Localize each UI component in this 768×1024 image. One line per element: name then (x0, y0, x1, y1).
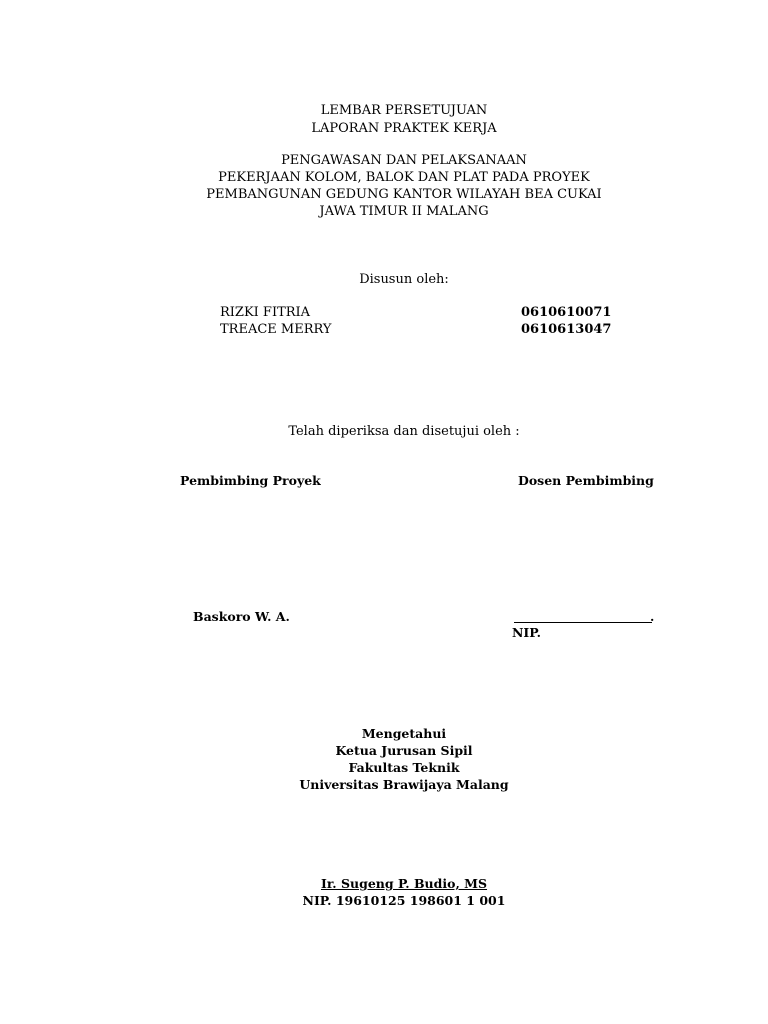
project-title-line-3: PEMBANGUNAN GEDUNG KANTOR WILAYAH BEA CUKAI (206, 187, 602, 202)
report-title: LAPORAN PRAKTEK KERJA (311, 121, 497, 136)
project-title-line-2: PEKERJAAN KOLOM, BALOK DAN PLAT PADA PROYEK (218, 170, 590, 185)
authored-by-label: Disusun oleh: (359, 272, 449, 287)
lecturer-nip-label: NIP. (512, 625, 541, 640)
project-supervisor-name: Baskoro W. A. (193, 609, 290, 624)
author-name: RIZKI FITRIA (220, 305, 311, 320)
head-name: Ir. Sugeng P. Budio, MS (320, 876, 488, 891)
faculty-name: Fakultas Teknik (348, 760, 460, 775)
signature-blank-end: . (650, 609, 655, 624)
project-title-line-1: PENGAWASAN DAN PELAKSANAAN (281, 153, 527, 168)
author-nim: 0610613047 (521, 322, 612, 337)
head-nip: NIP. 19610125 198601 1 001 (302, 893, 506, 908)
lecturer-supervisor-label: Dosen Pembimbing (518, 473, 654, 488)
signature-blank-line (514, 622, 652, 623)
university-name: Universitas Brawijaya Malang (299, 777, 509, 792)
project-supervisor-label: Pembimbing Proyek (180, 473, 321, 488)
project-title-line-4: JAWA TIMUR II MALANG (319, 204, 489, 219)
author-nim: 0610610071 (521, 305, 612, 320)
approval-label: Telah diperiksa dan disetujui oleh : (288, 424, 520, 439)
author-name: TREACE MERRY (220, 322, 332, 337)
sheet-title: LEMBAR PERSETUJUAN (320, 103, 488, 118)
head-of-department: Ketua Jurusan Sipil (335, 743, 473, 758)
acknowledge-label: Mengetahui (361, 726, 447, 741)
